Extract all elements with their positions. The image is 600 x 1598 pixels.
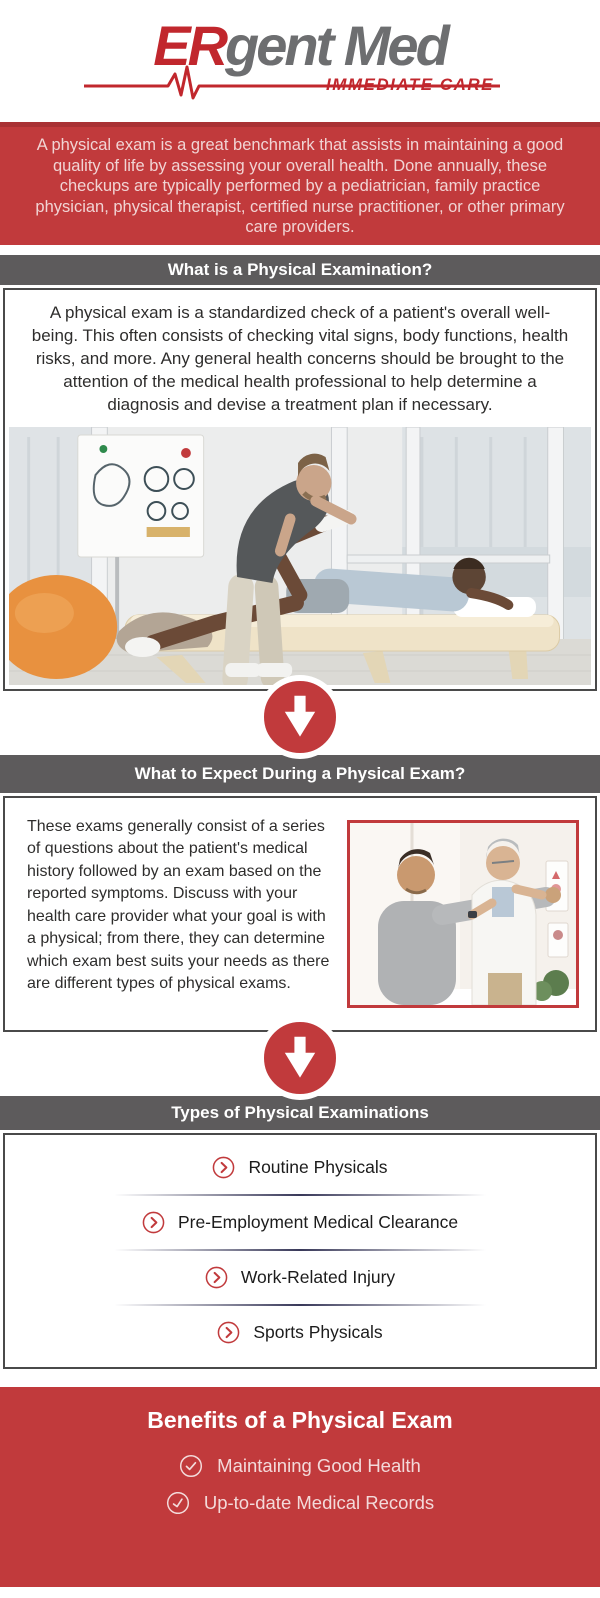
logo-header <box>0 0 600 122</box>
expect-panel <box>3 796 597 1032</box>
transition-arrow-row <box>0 675 600 747</box>
chevron-circle-icon <box>212 1156 235 1179</box>
section-header-types: Types of Physical Examinations <box>0 1096 600 1130</box>
brand-name-er: ER <box>153 14 226 77</box>
expect-body: These exams generally consist of a series of questions about the patient's medical history followed by an exam based on the reported symptoms. Discuss with your health care provider what your goal is with a physical; from there, they can determine which exam best suits your needs as there are different types of physical exams. <box>27 817 330 992</box>
check-circle-icon <box>164 1489 191 1516</box>
type-item <box>5 1306 595 1359</box>
chevron-circle-icon <box>217 1321 240 1344</box>
intro-text: A physical exam is a great benchmark that assists in maintaining a good quality of life by assessing your overall health. Done annually, these checkups are typically performed by a pediatrician, family practice physician, physical therapist, certified nurse practitioner, or other primary care providers. <box>35 136 565 236</box>
brand-name <box>104 14 496 77</box>
down-arrow-icon <box>258 675 342 759</box>
chevron-circle-icon <box>205 1266 228 1289</box>
section-header-expect: What to Expect During a Physical Exam? <box>0 755 600 793</box>
benefit-item-label: Up-to-date Medical Records <box>203 1491 435 1513</box>
types-panel <box>3 1133 597 1369</box>
section-header-what-is: What is a Physical Examination? <box>0 255 600 285</box>
down-arrow-icon <box>258 1016 342 1100</box>
type-item <box>5 1251 595 1304</box>
what-is-panel <box>3 288 597 691</box>
benefit-item <box>0 1491 600 1515</box>
transition-arrow-row <box>0 1016 600 1088</box>
brand-logo <box>104 14 496 95</box>
type-item-label: Sports Physicals <box>253 1321 383 1342</box>
type-item-label: Pre-Employment Medical Clearance <box>177 1211 459 1232</box>
brand-tagline: IMMEDIATE CARE <box>325 75 494 94</box>
type-item-label: Routine Physicals <box>248 1156 388 1177</box>
type-item-label: Work-Related Injury <box>240 1266 396 1287</box>
type-item <box>5 1141 595 1194</box>
what-is-body: A physical exam is a standardized check of a patient's overall well-being. This often consists of checking vital signs, body functions, health risks, and more. Any general health concerns should be brought to the attention of the medical health professional to help determine a diagnosis and devise a treatment plan if necessary. <box>31 302 569 414</box>
physio-stretch-photo <box>9 427 591 685</box>
type-item <box>5 1196 595 1249</box>
benefit-item-label: Maintaining Good Health <box>217 1454 421 1476</box>
arm-exam-photo <box>350 823 576 1005</box>
brand-name-rest: gent Med <box>225 14 447 77</box>
benefit-item <box>0 1454 600 1478</box>
benefits-title: Benefits of a Physical Exam <box>147 1406 453 1433</box>
benefits-section <box>0 1387 600 1587</box>
check-circle-icon <box>179 1454 203 1478</box>
intro-banner <box>0 122 600 245</box>
chevron-circle-icon <box>142 1211 165 1234</box>
arm-exam-photo-frame <box>347 820 579 1008</box>
